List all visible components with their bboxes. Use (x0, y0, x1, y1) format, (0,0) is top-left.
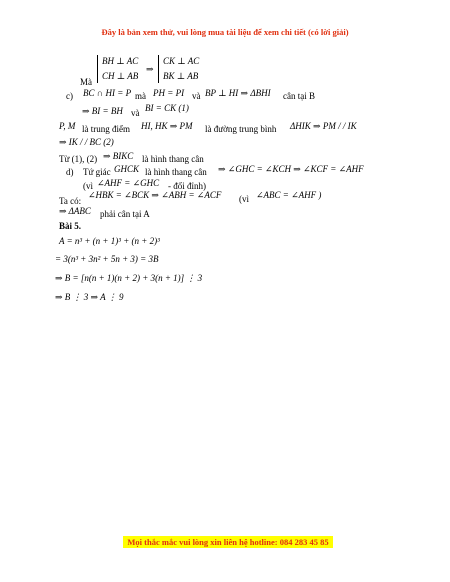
system1-line1: BH ⊥ AC (102, 56, 139, 66)
c-line5-math: ⇒ BIKC (103, 151, 134, 161)
system-brace-right (158, 55, 159, 83)
d-line1-math2: ⇒ ∠GHC = ∠KCH ⇒ ∠KCF = ∠AHF (218, 164, 364, 174)
d-line1-text2: là hình thang cân (145, 167, 207, 177)
conclusion-text: phải cân tại A (100, 209, 150, 219)
c-line3-math2: HI, HK ⇒ PM (141, 121, 193, 131)
c-line2-text: và (131, 108, 140, 118)
c-line1-text2: và (192, 91, 201, 101)
b5-line3: ⇒ B = [n(n + 1)(n + 2) + 3(n + 1)] ⋮ 3 (55, 273, 203, 283)
c-line3-text2: là đường trung bình (205, 124, 277, 134)
ta-co-math1: ∠HBK = ∠BCK ⇒ ∠ABH = ∠ACF (88, 190, 222, 200)
d-line2-math: ∠AHF = ∠GHC (97, 178, 160, 188)
c-line4-math: ⇒ IK / / BC (2) (59, 137, 114, 147)
ta-co-math2: ∠ABC = ∠AHF ) (256, 190, 322, 200)
system-brace-left (97, 55, 98, 83)
conclusion-math: ⇒ ΔABC (59, 206, 91, 216)
b5-line1: A = n³ + (n + 1)³ + (n + 2)³ (59, 236, 160, 246)
system2-line2: BK ⊥ AB (163, 71, 199, 81)
c-line5-text1: Từ (1), (2) (59, 154, 98, 164)
ta-co-text2: (vì (239, 194, 249, 204)
b5-line2: = 3(n³ + 3n² + 5n + 3) = 3B (55, 254, 159, 264)
b5-line4: ⇒ B ⋮ 3 ⇒ A ⋮ 9 (55, 292, 124, 302)
c-line3-math3: ΔHIK ⇒ PM / / IK (290, 121, 357, 131)
c-line2-math1: ⇒ BI = BH (82, 106, 123, 116)
system2-line1: CK ⊥ AC (163, 56, 200, 66)
problem-5-title: Bài 5. (59, 221, 82, 231)
part-d-label: d) (66, 167, 74, 177)
c-line1-math2: PH = PI (153, 88, 185, 98)
d-line1-text1: Tứ giác (83, 167, 111, 177)
implies-symbol: ⇒ (146, 64, 154, 74)
c-line1-text3: cân tại B (283, 91, 315, 101)
part-c-label: c) (66, 91, 73, 101)
header-notice: Đây là bản xem thử, vui lòng mua tài liệu để xem chi tiết (có lời giải) (101, 27, 349, 37)
c-line2-math2: BI = CK (1) (145, 103, 189, 113)
ta-co-text: Ta có: (59, 196, 82, 206)
d-line2-text2: - đối đỉnh) (168, 181, 206, 191)
c-line3-math1: P, M (59, 121, 76, 131)
c-line5-text2: là hình thang cân (142, 154, 204, 164)
system1-line2: CH ⊥ AB (102, 71, 139, 81)
c-line3-text1: là trung điểm (82, 124, 130, 134)
c-line1-math3: BP ⊥ HI ⇒ ΔBHI (205, 88, 271, 98)
d-line2-text1: (vì (83, 181, 93, 191)
c-line1-math1: BC ∩ HI = P (83, 88, 132, 98)
ma-text: Mà (80, 77, 92, 87)
d-line1-math1: GHCK (114, 164, 140, 174)
footer-hotline: Mọi thắc mắc vui lòng xin liên hệ hotline: 084 283 45 85 (123, 536, 333, 548)
c-line1-text1: mà (135, 91, 146, 101)
